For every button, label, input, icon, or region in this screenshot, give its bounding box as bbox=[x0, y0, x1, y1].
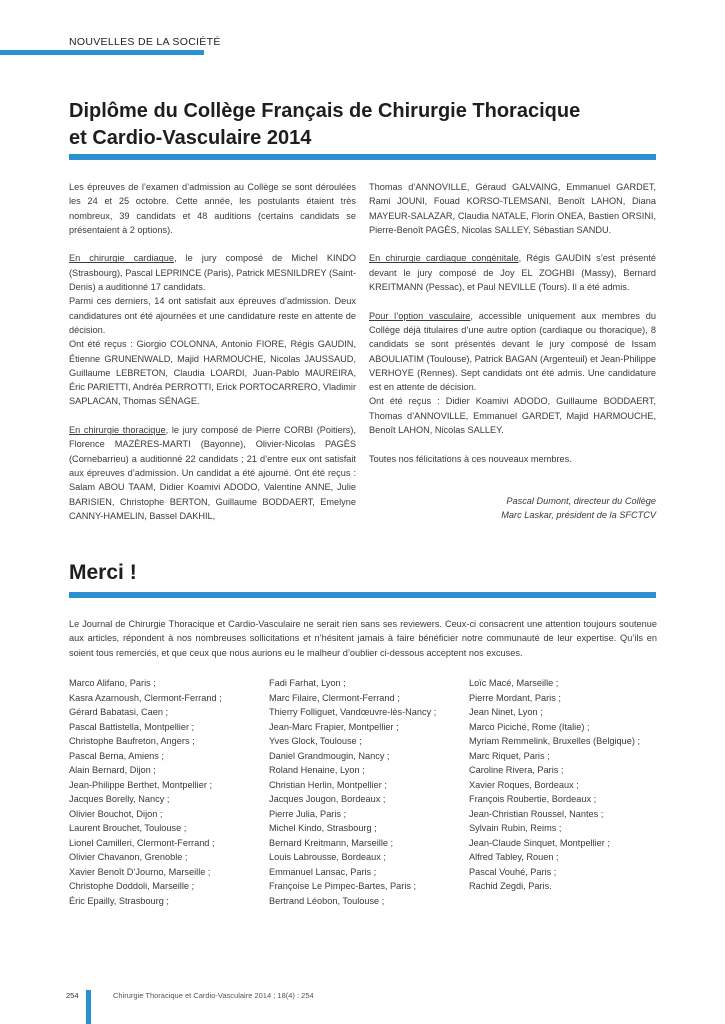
reviewer-item: Marc Filaire, Clermont-Ferrand ; bbox=[269, 692, 400, 703]
reviewer-item: Jean-Christian Roussel, Nantes ; bbox=[469, 808, 604, 819]
journal-citation: Chirurgie Thoracique et Cardio-Vasculaire 2014 ; 18(4) : 254 bbox=[113, 991, 314, 1000]
reviewer-item: Marc Riquet, Paris ; bbox=[469, 750, 550, 761]
reviewer-item: François Roubertie, Bordeaux ; bbox=[469, 794, 597, 804]
merci-divider bbox=[69, 592, 656, 598]
header-accent-bar bbox=[0, 50, 204, 55]
reviewer-item: Emmanuel Lansac, Paris ; bbox=[269, 866, 377, 877]
reviewer-item: Alfred Tabley, Rouen ; bbox=[469, 852, 559, 862]
reviewer-item: Rachid Zegdi, Paris. bbox=[469, 881, 552, 891]
paragraph-intro: Les épreuves de l’examen d’admission au Collège se sont déroulées les 24 et 25 octobre. Cette année, les postulants étaient très nombreux, 39 candidats et 48 auditions (certains candidats se présentaient à 2 options). bbox=[69, 182, 356, 235]
reviewers-column-3 bbox=[469, 676, 640, 894]
reviewer-item: Myriam Remmelink, Bruxelles (Belgique) ; bbox=[469, 736, 641, 746]
reviewer-item: Daniel Grandmougin, Nancy ; bbox=[269, 750, 390, 761]
reviewer-item: Pierre Julia, Paris ; bbox=[269, 808, 347, 819]
reviewer-item: Xavier Roques, Bordeaux ; bbox=[469, 779, 579, 790]
congenital-text: , Régis GAUDIN s’est présenté devant le jury composé de Joy EL ZOGHBI (Massy), Bernard KREITMANN (Pessac), et Paul NEVILLE (Tours). Il a été admis. bbox=[369, 253, 656, 293]
reviewer-item: Jean-Claude Sinquet, Montpellier ; bbox=[469, 837, 610, 848]
reviewer-item: Sylvain Rubin, Reims ; bbox=[469, 823, 562, 833]
reviewer-item: Pierre Mordant, Paris ; bbox=[469, 692, 561, 703]
article-column-right bbox=[369, 180, 656, 523]
paragraph-cardiac-admitted: Ont été reçus : Giorgio COLONNA, Antonio FIORE, Régis GAUDIN, Étienne GRUNENWALD, Majid HARMOUCHE, Nicolas JAUSSAUD, Guillaume LEBRETON, Claudia LOARDI, Juan-Pablo MAUREIRA, Éric PARIETTI, Andréa PERROTTI, Erick PORTOCARRERO, Vladimir SAPLACAN, Thomas SÉNAGE. bbox=[69, 339, 356, 407]
reviewer-item: Jean-Marc Frapier, Montpellier ; bbox=[269, 721, 399, 732]
reviewer-item: Fadi Farhat, Lyon ; bbox=[269, 678, 346, 688]
paragraph-thoracic bbox=[69, 423, 356, 523]
reviewers-column-2 bbox=[269, 676, 436, 908]
reviewer-item: Christian Herlin, Montpellier ; bbox=[269, 779, 387, 790]
congenital-label: En chirurgie cardiaque congénitale bbox=[369, 253, 519, 264]
reviewer-item: Christophe Doddoli, Marseille ; bbox=[69, 881, 195, 891]
paragraph-vascular bbox=[369, 309, 656, 395]
section-label: NOUVELLES DE LA SOCIÉTÉ bbox=[69, 36, 221, 48]
article-title bbox=[69, 98, 669, 152]
reviewers-column-1 bbox=[69, 676, 222, 908]
thoracic-text: , le jury composé de Pierre CORBI (Poitiers), Florence MAZÈRES-MARTI (Bayonne), Olivier-Nicolas PAGÈS (Cornebarrieu) a auditionné 22 candidats ; 21 d’entre eux ont satisfait aux épreuves d’admission. Un candidat a été ajourné. Ont été reçus : Salam ABOU TAAM, Didier Koamivi ADODO, Valentine ANNE, Julie BARISIEN, Christophe BERTON, Guillaume BODDAERT, Emelyne CANNY-HAMELIN, Bassel DAKHIL, bbox=[69, 425, 357, 521]
cardiac-text: , le jury composé de Michel KINDO (Strasbourg), Pascal LEPRINCE (Paris), Patrick MESNILDREY (Saint-Denis) a auditionné 17 candidats. bbox=[69, 253, 356, 293]
reviewer-item: Olivier Bouchot, Dijon ; bbox=[69, 808, 163, 819]
signature-1: Pascal Dumont, directeur du Collège bbox=[506, 495, 656, 506]
title-line-2: et Cardio-Vasculaire 2014 bbox=[69, 127, 312, 149]
reviewer-item: Pascal Battistella, Montpellier ; bbox=[69, 721, 195, 732]
reviewer-item: Alain Bernard, Dijon ; bbox=[69, 765, 156, 775]
title-line-1: Diplôme du Collège Français de Chirurgie Thoracique bbox=[69, 100, 581, 122]
article-column-left bbox=[69, 180, 356, 523]
cardiac-label: En chirurgie cardiaque bbox=[69, 253, 174, 264]
reviewer-item: Laurent Brouchet, Toulouse ; bbox=[69, 823, 187, 833]
reviewer-item: Loïc Macé, Marseille ; bbox=[469, 678, 559, 688]
merci-intro: Le Journal de Chirurgie Thoracique et Cardio-Vasculaire ne serait rien sans ses reviewers. Ceux-ci consacrent une attention toujours soutenue aux articles, répondent à nos nombreuses sollicitations et n’hésitent jamais à faire bénéficier notre communauté de leur expertise. Qu’ils en soient tous remerciés, et que ceux que nous aurions eu le malheur d’oublier ci-dessous acceptent nos excuses. bbox=[69, 619, 657, 658]
reviewer-item: Roland Henaine, Lyon ; bbox=[269, 765, 365, 775]
footer-accent-bar bbox=[86, 990, 91, 1024]
vascular-label: Pour l’option vasculaire bbox=[369, 310, 471, 321]
reviewer-item: Yves Glock, Toulouse ; bbox=[269, 736, 362, 746]
reviewer-item: Françoise Le Pimpec-Bartes, Paris ; bbox=[269, 881, 417, 891]
reviewer-item: Jacques Borelly, Nancy ; bbox=[69, 794, 170, 804]
reviewer-item: Pascal Berna, Amiens ; bbox=[69, 750, 164, 761]
reviewer-item: Gérard Babatasi, Caen ; bbox=[69, 707, 169, 717]
reviewer-item: Lionel Camilleri, Clermont-Ferrand ; bbox=[69, 837, 215, 848]
reviewer-item: Caroline Rivera, Paris ; bbox=[469, 765, 564, 775]
reviewer-item: Pascal Vouhé, Paris ; bbox=[469, 866, 557, 877]
reviewer-item: Bernard Kreitmann, Marseille ; bbox=[269, 837, 394, 848]
reviewer-item: Bertrand Léobon, Toulouse ; bbox=[269, 895, 385, 906]
reviewer-item: Olivier Chavanon, Grenoble ; bbox=[69, 852, 188, 862]
reviewer-item: Marco Piciché, Rome (Italie) ; bbox=[469, 721, 590, 732]
thoracic-label: En chirurgie thoracique bbox=[69, 425, 166, 436]
page-number: 254 bbox=[66, 991, 79, 1000]
reviewer-item: Jean Ninet, Lyon ; bbox=[469, 707, 543, 717]
reviewer-item: Louis Labrousse, Bordeaux ; bbox=[269, 852, 386, 862]
paragraph-congenital bbox=[369, 251, 656, 294]
reviewer-item: Jacques Jougon, Bordeaux ; bbox=[269, 794, 386, 804]
reviewer-item: Kasra Azarnoush, Clermont-Ferrand ; bbox=[69, 692, 222, 703]
paragraph-congratulations: Toutes nos félicitations à ces nouveaux membres. bbox=[369, 453, 572, 464]
paragraph-thoracic-continued: Thomas d’ANNOVILLE, Géraud GALVAING, Emmanuel GARDET, Rami JOUNI, Fouad KORSO-TLEMSANI, Benoît LAHON, Diana MAYEUR-SALAZAR, Claudia NATALE, Florin ONEA, Bastien ORSINI, Pierre-Benoît PAGÈS, Nicolas SALLEY, Sébastian SANDU. bbox=[369, 182, 656, 235]
reviewer-item: Thierry Folliguet, Vandœuvre-lès-Nancy ; bbox=[269, 707, 437, 717]
vascular-text: , accessible uniquement aux membres du Collège déjà titulaires d’une autre option (cardiaque ou thoracique), 8 candidats se sont présentés devant le jury composé de Issam ABOULIATIM (Toulouse), Patrick BAGAN (Argenteuil) et Jean-Philippe VERHOYE (Rennes). Sept candidats ont été admis. Une candidature est en attente de décision. bbox=[369, 310, 656, 393]
signature-2: Marc Laskar, président de la SFCTCV bbox=[501, 510, 656, 521]
reviewer-item: Christophe Baufreton, Angers ; bbox=[69, 736, 195, 746]
reviewer-item: Xavier Benoît D’Journo, Marseille ; bbox=[69, 866, 211, 877]
paragraph-cardiac bbox=[69, 251, 356, 294]
reviewer-item: Éric Epailly, Strasbourg ; bbox=[69, 895, 169, 906]
title-divider bbox=[69, 154, 656, 160]
reviewer-item: Jean-Philippe Berthet, Montpellier ; bbox=[69, 779, 212, 790]
paragraph-cardiac-results: Parmi ces derniers, 14 ont satisfait aux épreuves d’admission. Deux candidatures ont été ajournées et une candidature reste en attente de décision. bbox=[69, 296, 356, 335]
reviewer-item: Michel Kindo, Strasbourg ; bbox=[269, 823, 377, 833]
paragraph-vascular-admitted: Ont été reçus : Didier Koamivi ADODO, Guillaume BODDAERT, Thomas d’ANNOVILLE, Emmanuel GARDET, Majid HARMOUCHE, Benoît LAHON, Nicolas SALLEY. bbox=[369, 396, 656, 436]
merci-title: Merci ! bbox=[69, 561, 137, 584]
reviewer-item: Marco Alifano, Paris ; bbox=[69, 678, 156, 688]
